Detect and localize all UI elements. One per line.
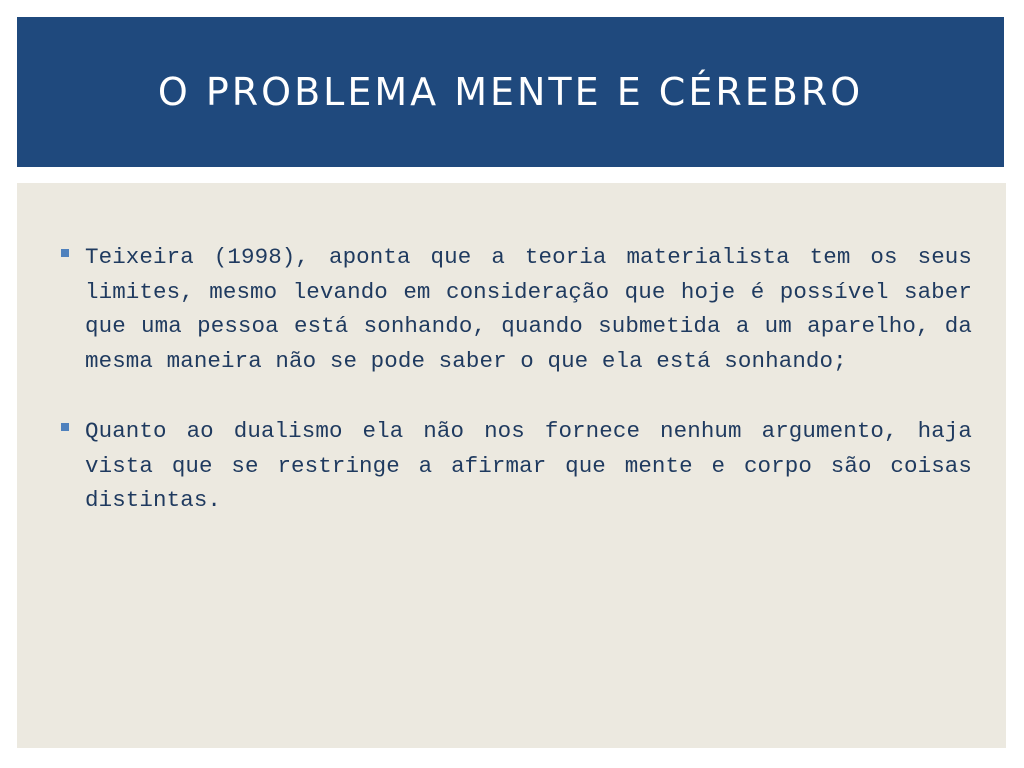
title-band xyxy=(17,17,1004,167)
bullet-item xyxy=(57,414,972,518)
content-panel xyxy=(17,183,1006,748)
bullet-text: Teixeira (1998), aponta que a teoria materialista tem os seus limites, mesmo levando em consideração que hoje é possível saber que uma pessoa está sonhando, quando submetida a um aparelho, da mesma maneira não se pode saber o que ela está sonhando; xyxy=(85,244,972,374)
square-bullet-icon xyxy=(61,249,69,257)
bullet-text: Quanto ao dualismo ela não nos fornece nenhum argumento, haja vista que se restringe a afirmar que mente e corpo são coisas distintas. xyxy=(85,418,972,513)
slide-title: O PROBLEMA MENTE E CÉREBRO xyxy=(157,70,864,114)
bullet-item xyxy=(57,240,972,378)
square-bullet-icon xyxy=(61,423,69,431)
bullet-list xyxy=(57,240,972,554)
